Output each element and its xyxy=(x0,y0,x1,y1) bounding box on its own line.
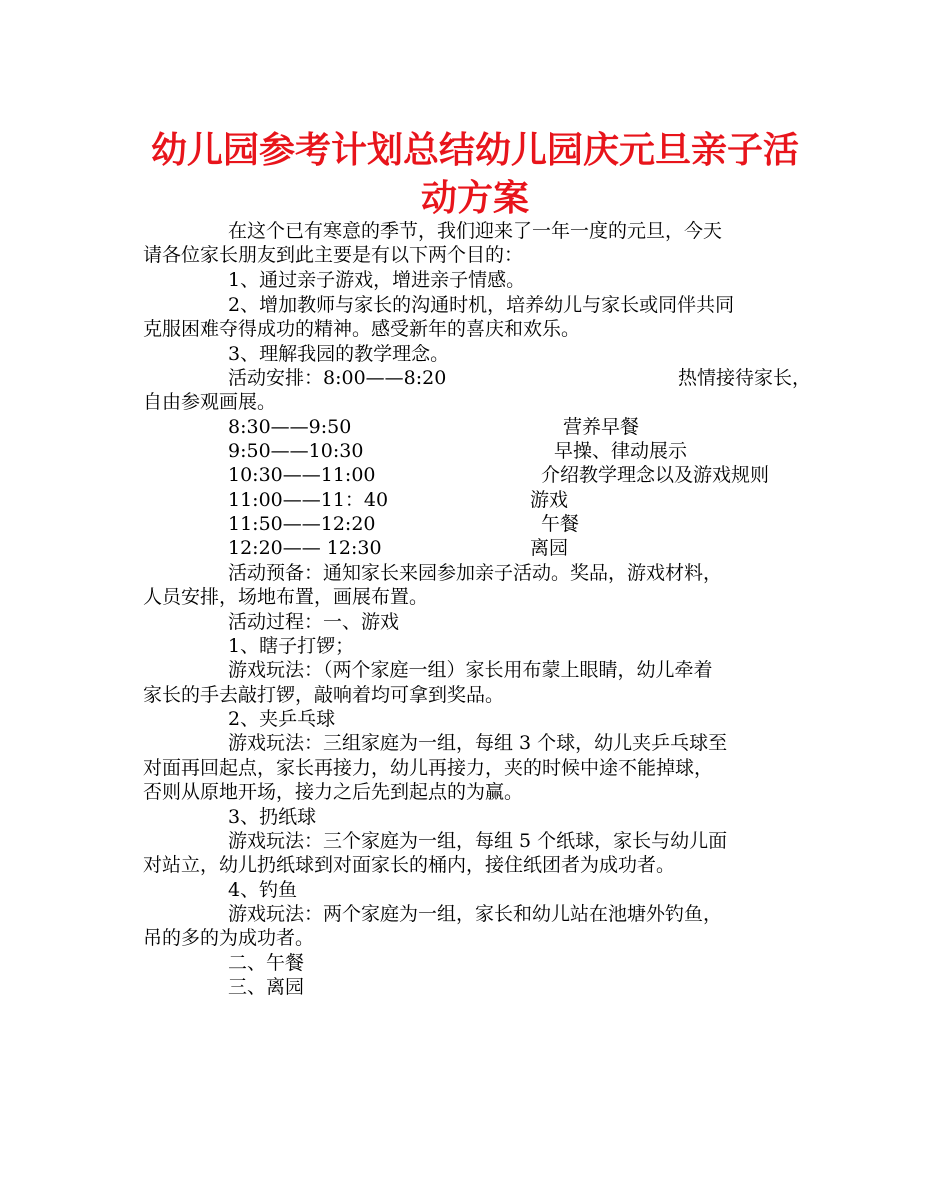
document-title-line1: 幼儿园参考计划总结幼儿园庆元旦亲子活 xyxy=(150,130,799,171)
section-lunch: 二、午餐 xyxy=(228,952,305,974)
schedule-row-time: 11:50——12:20 xyxy=(228,513,376,535)
game1-rules-line2: 家长的手去敲打锣，敲响着均可拿到奖品。 xyxy=(143,684,505,706)
game4-rules-line1: 游戏玩法：两个家庭为一组，家长和幼儿站在池塘外钓鱼， xyxy=(228,903,723,925)
game4-title: 4、钓鱼 xyxy=(228,879,298,901)
process-heading: 活动过程：一、游戏 xyxy=(228,611,400,633)
intro-line1: 在这个已有寒意的季节，我们迎来了一年一度的元旦，今天 xyxy=(228,220,723,242)
schedule-row-task: 营养早餐 xyxy=(563,416,640,438)
goal-1: 1、通过亲子游戏，增进亲子情感。 xyxy=(228,269,526,291)
schedule-row-time: 9:50——10:30 xyxy=(228,440,364,462)
game3-rules-line2: 对站立，幼儿扔纸球到对面家长的桶内，接住纸团者为成功者。 xyxy=(143,854,676,876)
prep-line2: 人员安排，场地布置，画展布置。 xyxy=(143,586,429,608)
game4-rules-line2: 吊的多的为成功者。 xyxy=(143,927,315,949)
schedule-row-time: 10:30——11:00 xyxy=(228,464,376,486)
game1-title: 1、瞎子打锣； xyxy=(228,635,355,657)
schedule-row-task: 离园 xyxy=(530,537,569,559)
document-title-line2: 动方案 xyxy=(420,178,529,219)
prep-line1: 活动预备：通知家长来园参加亲子活动。奖品，游戏材料， xyxy=(228,562,723,584)
schedule-row-task: 游戏 xyxy=(530,489,569,511)
goal-2-line1: 2、增加教师与家长的沟通时机，培养幼儿与家长或同伴共同 xyxy=(228,294,735,316)
game3-title: 3、扔纸球 xyxy=(228,806,317,828)
game2-rules-line3: 否则从原地开场，接力之后先到起点的为赢。 xyxy=(143,781,524,803)
game3-rules-line1: 游戏玩法：三个家庭为一组，每组 5 个纸球，家长与幼儿面 xyxy=(228,830,728,852)
schedule-row-time: 11:00——11：40 xyxy=(228,489,389,511)
intro-line2: 请各位家长朋友到此主要是有以下两个目的： xyxy=(143,244,524,266)
game2-rules-line1: 游戏玩法：三组家庭为一组，每组 3 个球，幼儿夹乒乓球至 xyxy=(228,732,728,754)
goal-2-line2: 克服困难夺得成功的精神。感受新年的喜庆和欢乐。 xyxy=(143,318,581,340)
schedule-row-time: 8:30——9:50 xyxy=(228,416,352,438)
schedule-intro-time: 活动安排：8:00——8:20 xyxy=(228,367,447,389)
schedule-intro-task: 热情接待家长， xyxy=(678,367,812,389)
game2-title: 2、夹乒乓球 xyxy=(228,708,336,730)
schedule-row-time: 12:20—— 12:30 xyxy=(228,537,382,559)
schedule-row-task: 早操、律动展示 xyxy=(554,440,688,462)
schedule-row-task: 午餐 xyxy=(541,513,580,535)
goal-3: 3、理解我园的教学理念。 xyxy=(228,343,450,365)
schedule-intro-continued: 自由参观画展。 xyxy=(143,391,277,413)
game1-rules-line1: 游戏玩法：（两个家庭一组）家长用布蒙上眼睛，幼儿牵着 xyxy=(228,659,713,681)
game2-rules-line2: 对面再回起点，家长再接力，幼儿再接力，夹的时候中途不能掉球， xyxy=(143,757,714,779)
section-leave: 三、离园 xyxy=(228,976,305,998)
schedule-row-task: 介绍教学理念以及游戏规则 xyxy=(541,464,770,486)
